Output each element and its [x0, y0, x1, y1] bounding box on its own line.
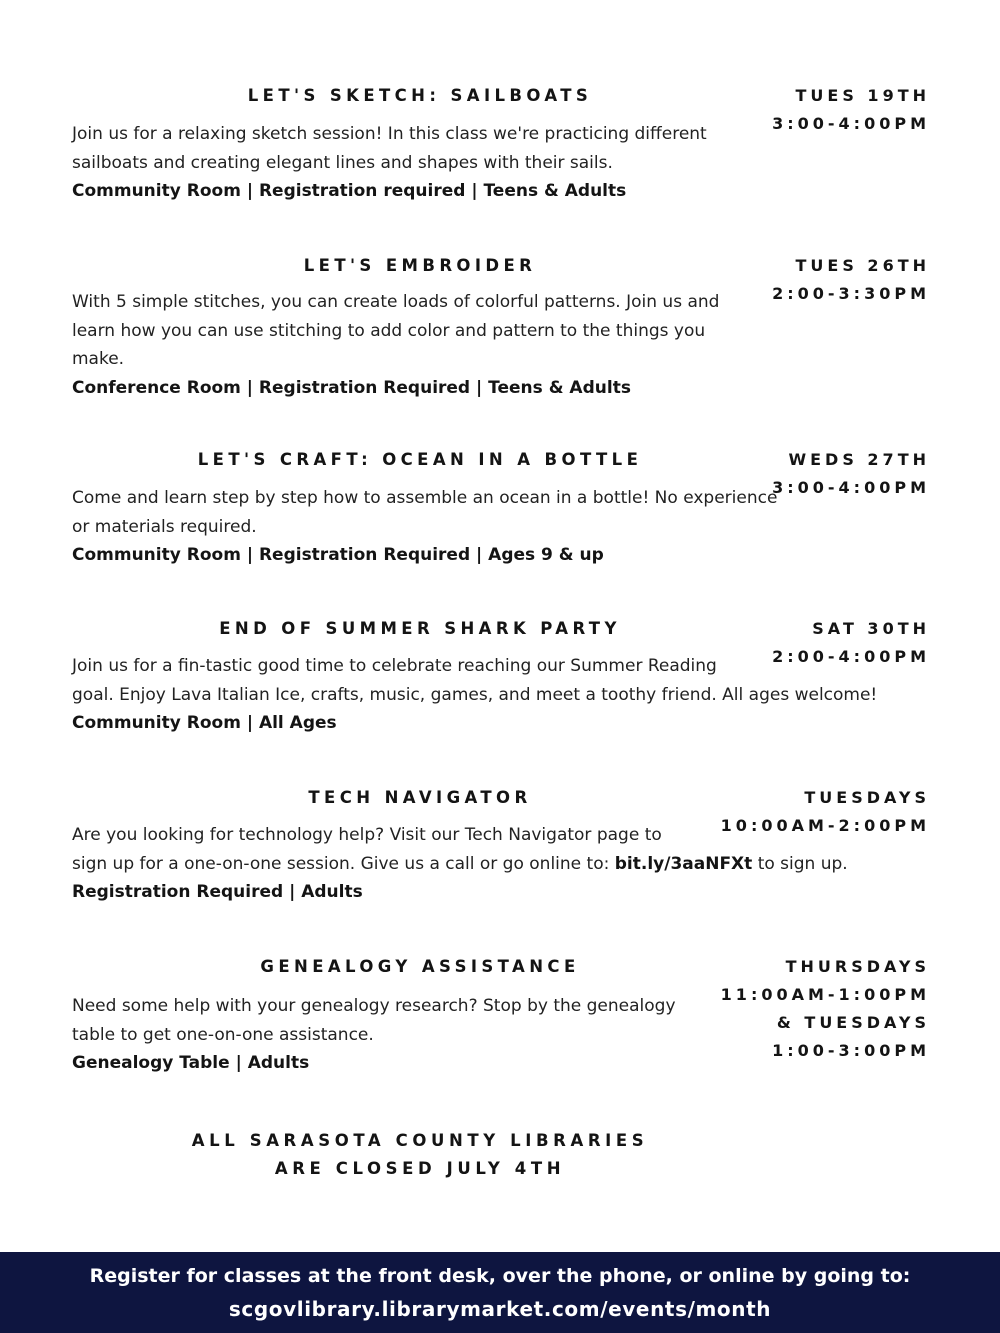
event-date: SAT 30TH [812, 619, 930, 638]
event-title: LET'S CRAFT: OCEAN IN A BOTTLE [197, 450, 643, 469]
event-date-time [772, 82, 930, 138]
event-description [72, 288, 719, 402]
description-line: learn how you can use stitching to add color and pattern to the things you [72, 320, 706, 341]
event-date-time [721, 953, 930, 1065]
event-time: 2:00-4:00PM [772, 647, 930, 666]
event-details: Community Room | Registration Required | Ages 9 & up [72, 545, 604, 565]
event-date: TUESDAYS [804, 788, 930, 807]
event-time: 2:00-3:30PM [772, 284, 930, 303]
event-description [72, 484, 777, 570]
event-details: Conference Room | Registration Required | Teens & Adults [72, 377, 631, 398]
event-date: & TUESDAYS [776, 1013, 930, 1032]
description-text: to sign up. [752, 853, 848, 874]
event-description [72, 652, 877, 738]
description-line: Join us for a relaxing sketch session! In this class we're practicing different [72, 124, 707, 144]
tech-navigator-link[interactable]: bit.ly/3aaNFXt [614, 853, 753, 874]
event-date: TUES 19TH [795, 86, 930, 105]
event-details: Registration Required | Adults [72, 882, 363, 902]
description-line: With 5 simple stitches, you can create loads of colorful patterns. Join us and [72, 292, 720, 312]
event-time: 3:00-4:00PM [772, 114, 930, 133]
event-title: LET'S EMBROIDER [303, 256, 537, 275]
event-title: TECH NAVIGATOR [308, 788, 532, 807]
event-description [72, 821, 848, 907]
description-line: table to get one-on-one assistance. [72, 1024, 374, 1045]
description-line: sailboats and creating elegant lines and shapes with their sails. [72, 152, 613, 173]
event-title: END OF SUMMER SHARK PARTY [219, 619, 621, 638]
description-line: Need some help with your genealogy research? Stop by the genealogy [72, 996, 676, 1016]
closure-notice-line: ALL SARASOTA COUNTY LIBRARIES [191, 1131, 649, 1150]
event-details: Genealogy Table | Adults [72, 1053, 310, 1073]
event-title: LET'S SKETCH: SAILBOATS [247, 86, 593, 105]
description-text: sign up for a one-on-one session. Give us a call or go online to: [72, 853, 615, 874]
description-line: or materials required. [72, 516, 257, 537]
event-description [72, 120, 707, 206]
event-date: WEDS 27TH [788, 450, 930, 469]
description-line [72, 850, 848, 879]
event-date-time [772, 446, 930, 502]
event-description [72, 992, 676, 1078]
registration-footer [0, 1252, 1000, 1333]
description-line: Come and learn step by step how to assemble an ocean in a bottle! No experience [72, 488, 778, 508]
event-time: 3:00-4:00PM [772, 478, 930, 497]
description-line: goal. Enjoy Lava Italian Ice, crafts, music, games, and meet a toothy friend. All ages welcome! [72, 684, 878, 705]
event-time: 11:00AM-1:00PM [720, 985, 930, 1004]
description-line: make. [72, 349, 125, 369]
event-date: THURSDAYS [785, 957, 930, 976]
event-details: Community Room | All Ages [72, 713, 337, 733]
closure-notice-line: ARE CLOSED JULY 4TH [274, 1159, 566, 1178]
footer-instructions: Register for classes at the front desk, over the phone, or online by going to: [89, 1265, 911, 1287]
description-line: Join us for a fin-tastic good time to celebrate reaching our Summer Reading [72, 656, 717, 676]
event-time: 10:00AM-2:00PM [720, 816, 930, 835]
description-line: Are you looking for technology help? Visit our Tech Navigator page to [72, 825, 662, 845]
closure-notice [150, 1127, 690, 1183]
event-time: 1:00-3:00PM [772, 1041, 930, 1060]
event-title: GENEALOGY ASSISTANCE [260, 957, 580, 976]
event-date: TUES 26TH [795, 256, 930, 275]
footer-url-link[interactable]: scgovlibrary.librarymarket.com/events/month [228, 1297, 772, 1321]
event-date-time [772, 252, 930, 308]
event-details: Community Room | Registration required | Teens & Adults [72, 181, 627, 201]
